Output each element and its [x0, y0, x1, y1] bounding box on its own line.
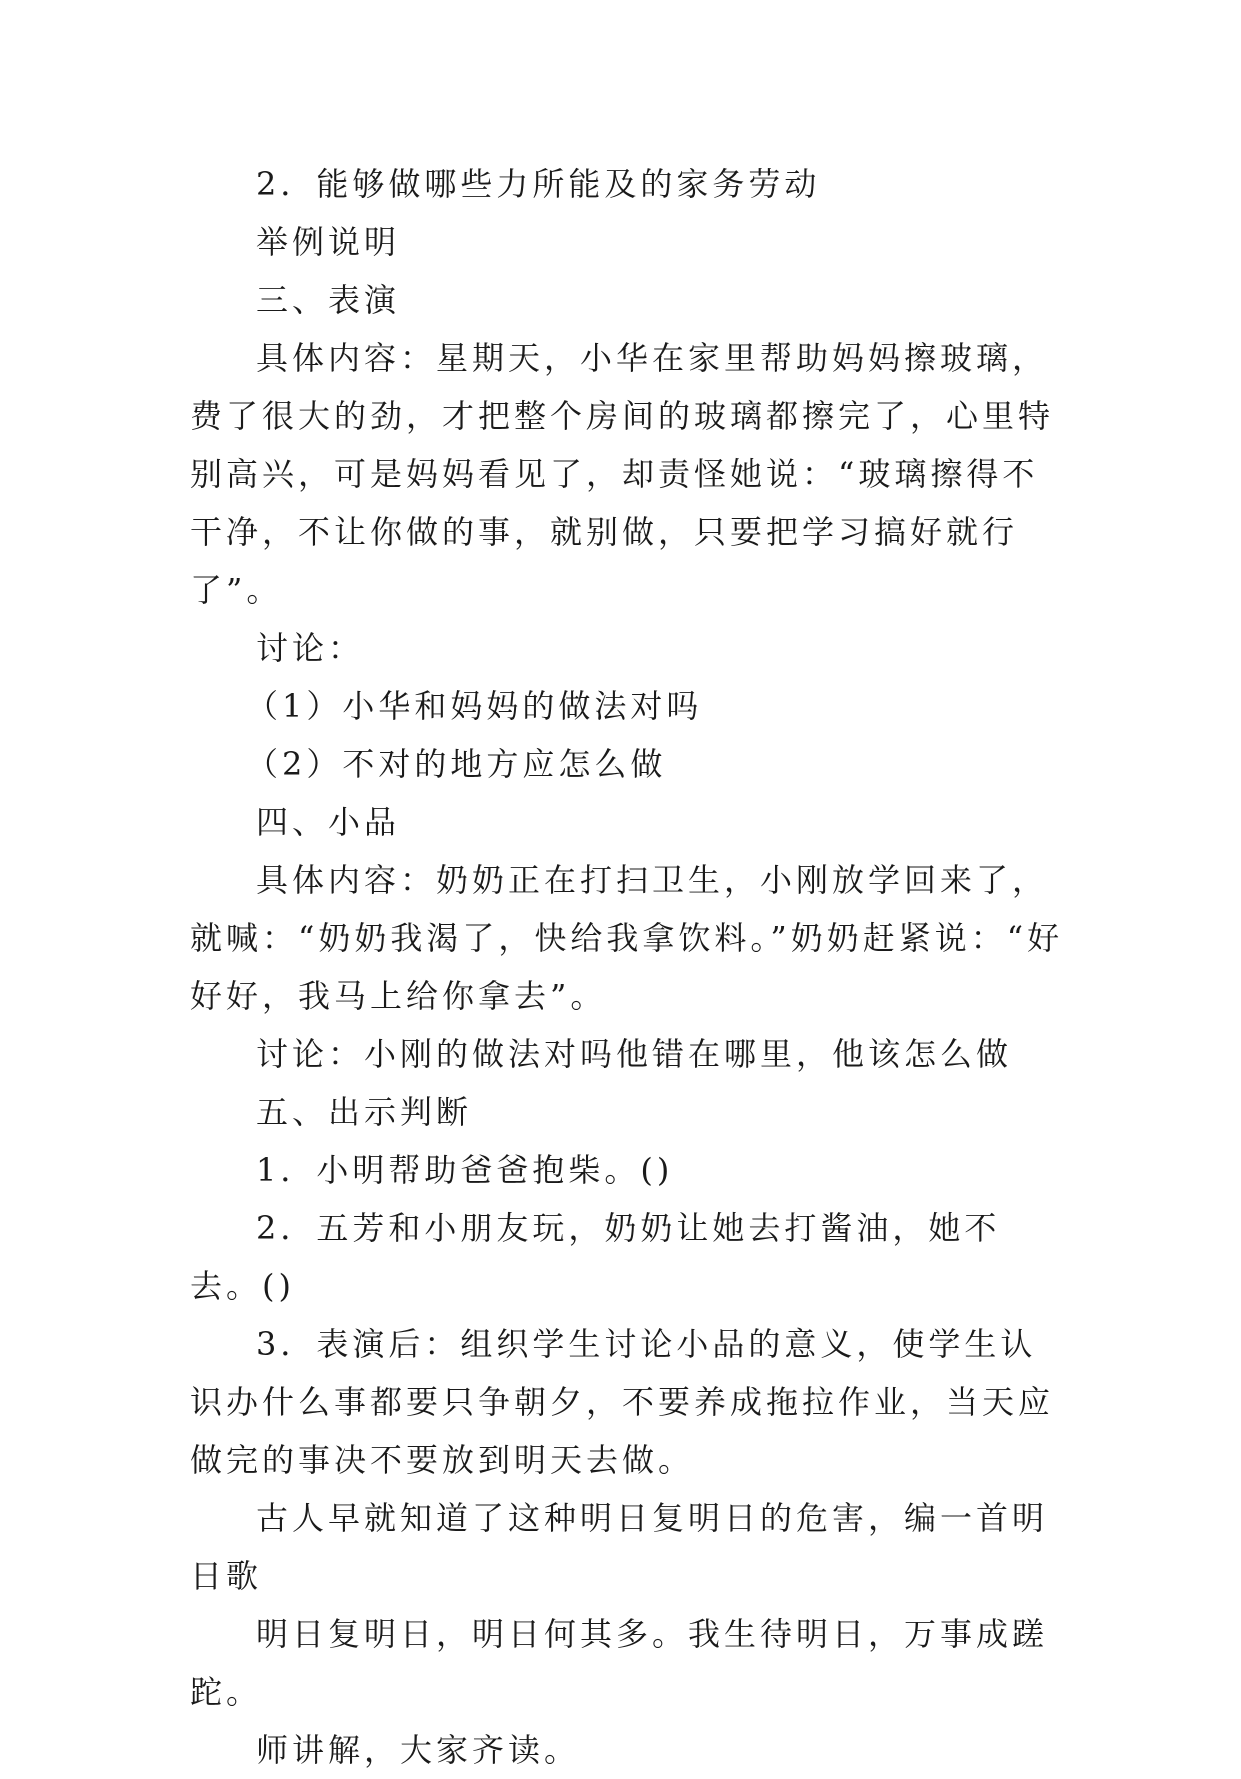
paragraph-skit-content: 具体内容：奶奶正在打扫卫生，小刚放学回来了，就喊：“奶奶我渴了，快给我拿饮料。”奶奶赶紧说：“好好好，我马上给你拿去”。 — [190, 861, 1064, 1015]
discussion-question-1: （1）小华和妈妈的做法对吗 — [246, 687, 703, 725]
paragraph-item-2: 2．能够做哪些力所能及的家务劳动 — [256, 165, 821, 203]
paragraph-performance-content: 具体内容：星期天，小华在家里帮助妈妈擦玻璃，费了很大的劲，才把整个房间的玻璃都擦完了，心里特别高兴，可是妈妈看见了，却责怪她说：“玻璃擦得不干净，不让你做的事，就别做，只要把学习搞好就行了”。 — [190, 339, 1055, 609]
paragraph-ancients: 古人早就知道了这种明日复明日的危害，编一首明日歌 — [190, 1499, 1049, 1595]
judgement-item-2: 2．五芳和小朋友玩，奶奶让她去打酱油，她不去。() — [190, 1209, 1001, 1305]
paragraph-discussion-label: 讨论： — [256, 629, 365, 667]
document-body — [190, 155, 1070, 1779]
paragraph-teacher-explains: 师讲解，大家齐读。 — [256, 1731, 581, 1769]
paragraph-after-performance: 3．表演后：组织学生讨论小品的意义，使学生认识办什么事都要只争朝夕，不要养成拖拉作业，当天应做完的事决不要放到明天去做。 — [190, 1325, 1055, 1479]
paragraph-example: 举例说明 — [256, 223, 401, 261]
discussion-question-2: （2）不对的地方应怎么做 — [246, 745, 667, 783]
section-heading-skit: 四、小品 — [256, 803, 401, 841]
section-heading-performance: 三、表演 — [256, 281, 401, 319]
paragraph-skit-discussion: 讨论：小刚的做法对吗他错在哪里，他该怎么做 — [256, 1035, 1013, 1073]
poem-line: 明日复明日，明日何其多。我生待明日，万事成蹉跎。 — [190, 1615, 1049, 1711]
judgement-item-1: 1．小明帮助爸爸抱柴。() — [256, 1151, 674, 1189]
section-heading-judgement: 五、出示判断 — [256, 1093, 473, 1131]
